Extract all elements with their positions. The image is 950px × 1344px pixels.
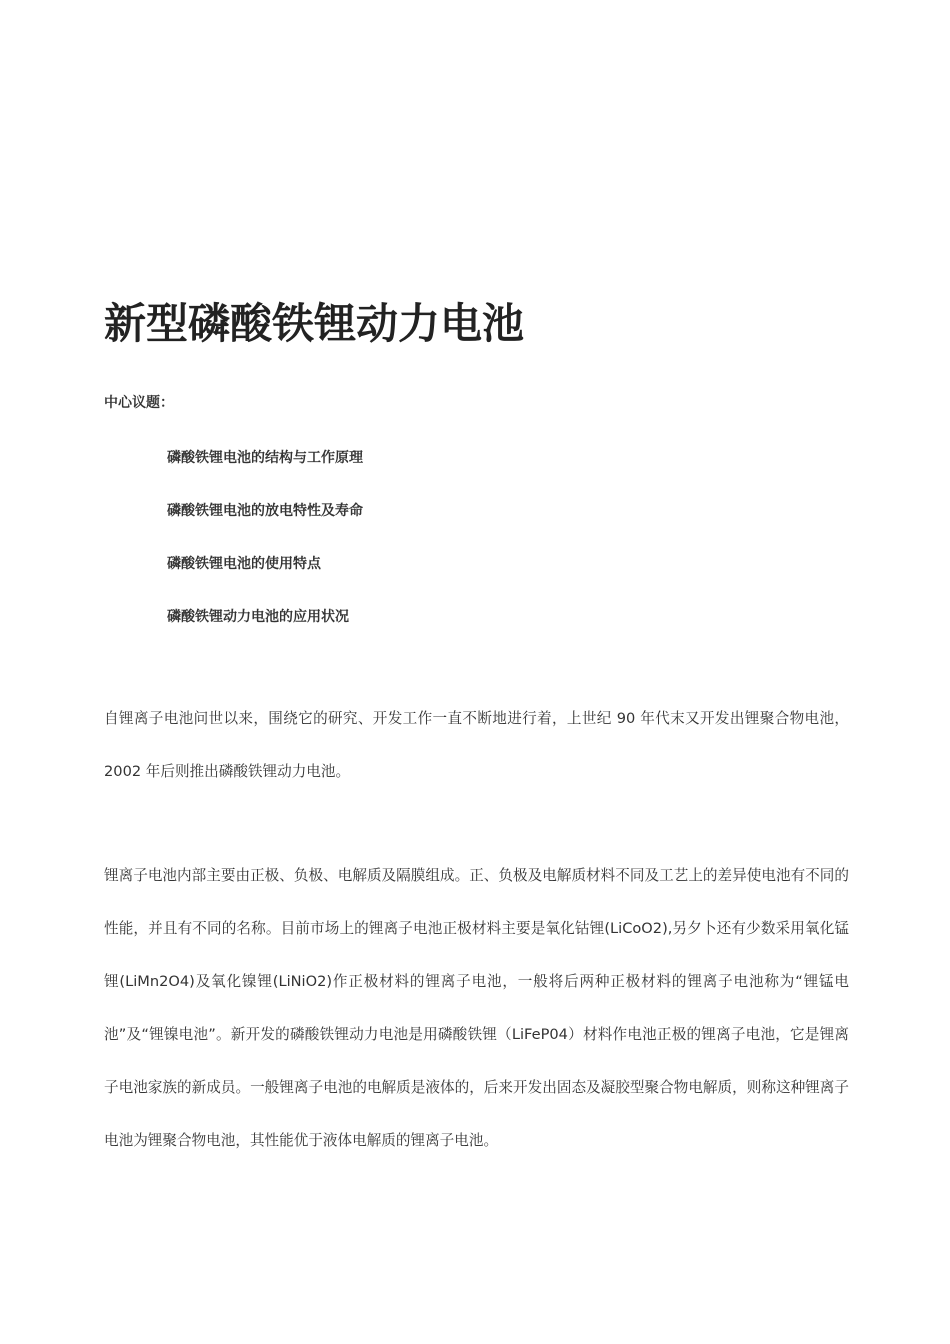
document-title: 新型磷酸铁锂动力电池	[104, 299, 525, 348]
topic-item: 磷酸铁锂电池的使用特点	[167, 556, 321, 572]
intro-paragraph: 自锂离子电池问世以来，围绕它的研究、开发工作一直不断地进行着，上世纪 90 年代末又开发出锂聚合物电池，2002 年后则推出磷酸铁锂动力电池。	[104, 710, 849, 780]
topic-list	[167, 447, 363, 659]
topic-item: 磷酸铁锂动力电池的应用状况	[167, 609, 349, 625]
topic-label: 中心议题：	[104, 395, 174, 411]
topic-item: 磷酸铁锂电池的放电特性及寿命	[167, 503, 363, 519]
topic-item: 磷酸铁锂电池的结构与工作原理	[167, 450, 363, 466]
body-paragraph: 锂离子电池内部主要由正极、负极、电解质及隔膜组成。正、负极及电解质材料不同及工艺上的差异使电池有不同的性能，并且有不同的名称。目前市场上的锂离子电池正极材料主要是氧化钴锂(LiCoO2),另夕卜还有少数采用氧化锰锂(LiMn2O4)及氧化镍锂(LiNiO2)作正极材料的锂离子电池，一般将后两种正极材料的锂离子电池称为“锂锰电池”及“锂镍电池”。新开发的磷酸铁锂动力电池是用磷酸铁锂（LiFeP04）材料作电池正极的锂离子电池，它是锂离子电池家族的新成员。一般锂离子电池的电解质是液体的，后来开发出固态及凝胶型聚合物电解质，则称这种锂离子电池为锂聚合物电池，其性能优于液体电解质的锂离子电池。	[104, 867, 849, 1149]
